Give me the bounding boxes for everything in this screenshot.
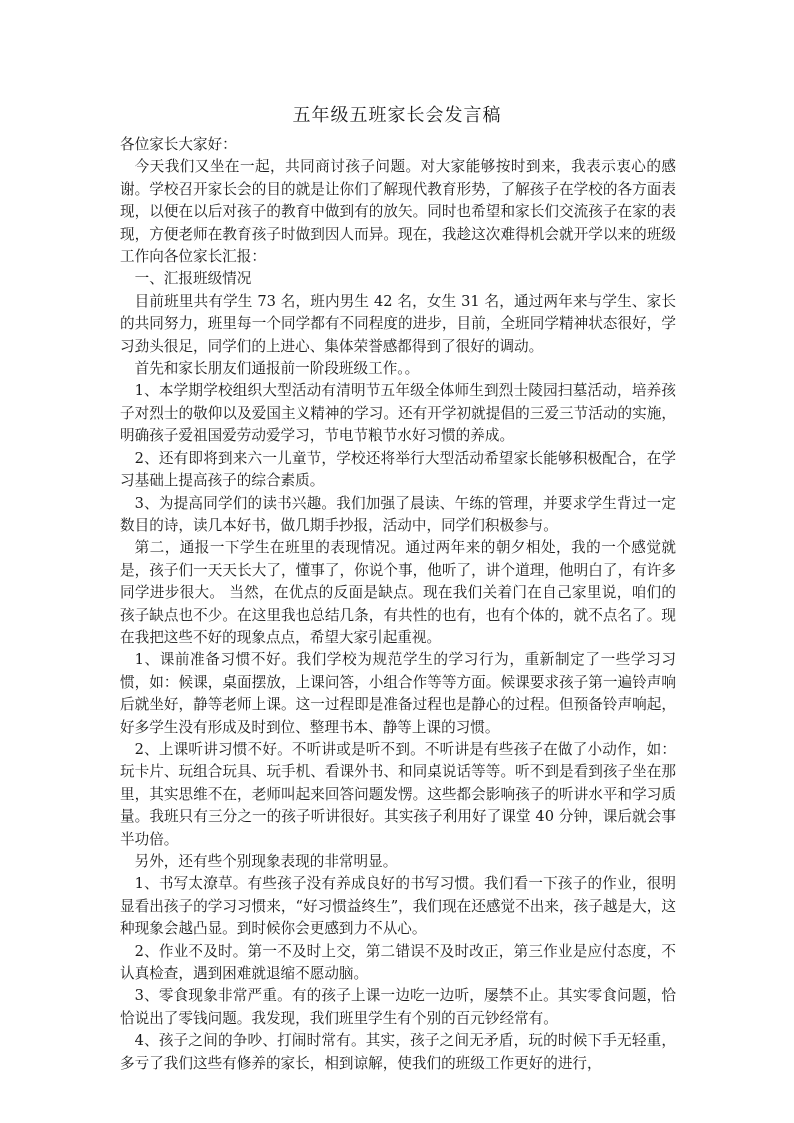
section-heading-class-report: 一、汇报班级情况 — [134, 270, 252, 288]
paragraph-work-item-1: 1、本学期学校组织大型活动有清明节五年级全体师生到烈士陵园扫墓活动，培养孩子对烈士的敬仰以及爱国主义精神的学习。还有开学初就提倡的三爱三节活动的实施，明确孩子爱祖国爱劳动爱学习，节电节粮节水好习惯的养成。 — [120, 382, 676, 445]
paragraph-other-issues-intro: 另外，还有些个别现象表现的非常明显。 — [134, 853, 398, 870]
paragraph-work-item-2: 2、还有即将到来六一儿童节，学校还将举行大型活动希望家长能够积极配合，在学习基础上提高孩子的综合素质。 — [120, 449, 676, 490]
paragraph-student-performance: 第二，通报一下学生在班里的表现情况。通过两年来的朝夕相处，我的一个感觉就是，孩子们一天天长大了，懂事了，你说个事，他听了，讲个道理，他明白了，有许多同学进步很大。 当然，在优点的反面是缺点。现在我们关着门在自己家里说，咱们的孩子缺点也不少。在这里我也总结几条，有共性的也有，也有个体的，就不点名了。现在我把这些不好的现象点点，希望大家引起重视。 — [120, 539, 676, 646]
document-body — [120, 134, 676, 1075]
document-title: 五年级五班家长会发言稿 — [292, 105, 502, 126]
paragraph-other-issue-1: 1、书写太潦草。有些孩子没有养成良好的书写习惯。我们看一下孩子的作业，很明显看出孩子的学习习惯来，“好习惯益终生”，我们现在还感觉不出来，孩子越是大，这种现象会越凸显。到时候你会更感到力不从心。 — [120, 875, 676, 938]
paragraph-work-item-3: 3、为提高同学们的读书兴趣。我们加强了晨读、午练的管理，并要求学生背过一定数目的诗，读几本好书，做几期手抄报，活动中，同学们积极参与。 — [120, 494, 676, 534]
paragraph-other-issue-2: 2、作业不及时。第一不及时上交，第二错误不及时改正，第三作业是应付态度，不认真检查，遇到困难就退缩不愿动脑。 — [120, 942, 676, 983]
paragraph-issue-1: 1、课前准备习惯不好。我们学校为规范学生的学习行为，重新制定了一些学习习惯，如：候课，桌面摆放，上课问答，小组合作等等方面。候课要求孩子第一遍铃声响后就坐好，静等老师上课。这一过程即是准备过程也是静心的过程。但预备铃声响起，好多学生没有形成及时到位、整理书本、静等上课的习惯。 — [120, 651, 676, 736]
paragraph-class-overview: 目前班里共有学生 73 名，班内男生 42 名，女生 31 名，通过两年来与学生、家长的共同努力，班里每一个同学都有不同程度的进步，目前，全班同学精神状态很好，学习劲头很足，同学们的上进心、集体荣誉感都得到了很好的调动。 — [120, 292, 676, 355]
paragraph-issue-2: 2、上课听讲习惯不好。不听讲或是听不到。不听讲是有些孩子在做了小动作，如：玩卡片、玩组合玩具、玩手机、看课外书、和同桌说话等等。听不到是看到孩子坐在那里，其实思维不在，老师叫起来回答问题发愣。这些都会影响孩子的听讲水平和学习质量。我班只有三分之一的孩子听讲很好。其实孩子利用好了课堂 40 分钟，课后就会事半功倍。 — [120, 740, 676, 848]
paragraph-other-issue-4: 4、孩子之间的争吵、打闹时常有。其实，孩子之间无矛盾，玩的时候下手无轻重，多亏了我们这些有修养的家长，相到谅解，使我们的班级工作更好的进行， — [120, 1032, 676, 1072]
paragraph-other-issue-3: 3、零食现象非常严重。有的孩子上课一边吃一边听，屡禁不止。其实零食问题，恰恰说出了零钱问题。我发现，我们班里学生有个别的百元钞经常有。 — [120, 987, 676, 1027]
paragraph-work-report-intro: 首先和家长朋友们通报前一阶段班级工作。。 — [134, 360, 420, 378]
paragraph-intro: 今天我们又坐在一起，共同商讨孩子问题。对大家能够按时到来，我表示衷心的感谢。学校召开家长会的目的就是让你们了解现代教育形势，了解孩子在学校的各方面表现，以便在以后对孩子的教育中做到有的放矢。同时也希望和家长们交流孩子在家的表现，方便老师在教育孩子时做到因人而异。现在，我趁这次难得机会就开学以来的班级工作向各位家长汇报： — [120, 158, 676, 266]
salutation: 各位家长大家好： — [120, 136, 237, 153]
